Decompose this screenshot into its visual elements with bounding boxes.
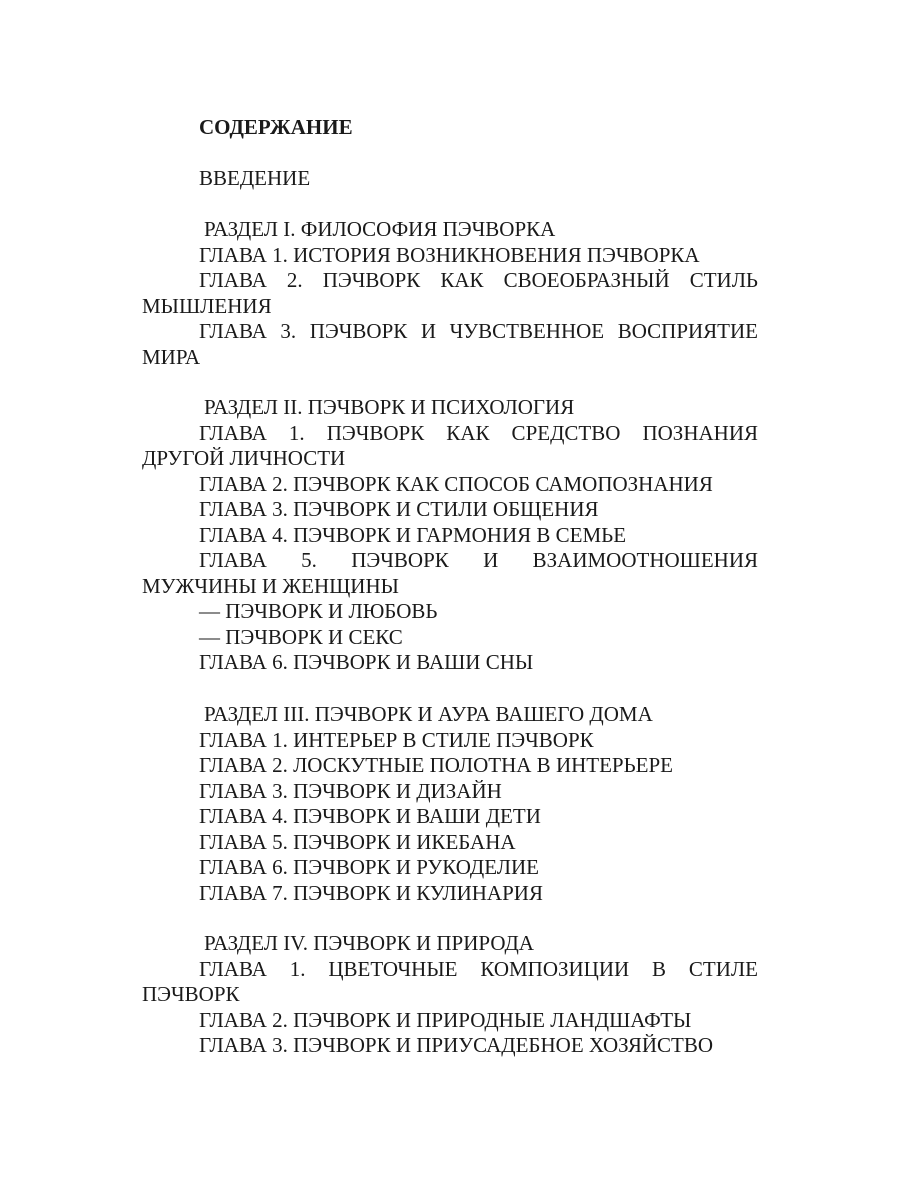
toc-subentry: — ПЭЧВОРК И ЛЮБОВЬ xyxy=(199,599,438,623)
toc-entry: ГЛАВА 3. ПЭЧВОРК И СТИЛИ ОБЩЕНИЯ xyxy=(199,497,599,521)
toc-entry: ГЛАВА 2. ПЭЧВОРК КАК СПОСОБ САМОПОЗНАНИЯ xyxy=(199,471,713,496)
page-title: СОДЕРЖАНИЕ xyxy=(199,115,353,139)
toc-entry: ГЛАВА 1. ИНТЕРЬЕР В СТИЛЕ ПЭЧВОРК xyxy=(199,727,594,752)
toc-entry: ГЛАВА 3. ПЭЧВОРК И ПРИУСАДЕБНОЕ ХОЗЯЙСТВО xyxy=(199,1033,714,1057)
toc-entry: ГЛАВА 6. ПЭЧВОРК И ВАШИ СНЫ xyxy=(199,650,534,674)
toc-entry: ГЛАВА 1. ЦВЕТОЧНЫЕ КОМПОЗИЦИИ В СТИЛЕ ПЭЧВОРК xyxy=(142,956,758,1006)
section-title: РАЗДЕЛ II. ПЭЧВОРК И ПСИХОЛОГИЯ xyxy=(204,395,575,419)
toc-section-3 xyxy=(142,702,758,906)
toc-entry: ГЛАВА 5. ПЭЧВОРК И ИКЕБАНА xyxy=(199,829,516,854)
toc-entry: ГЛАВА 5. ПЭЧВОРК И ВЗАИМООТНОШЕНИЯ МУЖЧИНЫ И ЖЕНЩИНЫ xyxy=(142,548,758,598)
toc-entry: ГЛАВА 4. ПЭЧВОРК И ВАШИ ДЕТИ xyxy=(199,804,541,828)
toc-entry: ГЛАВА 7. ПЭЧВОРК И КУЛИНАРИЯ xyxy=(199,880,543,905)
toc-entry: ГЛАВА 1. ИСТОРИЯ ВОЗНИКНОВЕНИЯ ПЭЧВОРКА xyxy=(199,242,700,267)
toc-subentry: — ПЭЧВОРК И СЕКС xyxy=(199,624,403,649)
toc-entry: ГЛАВА 6. ПЭЧВОРК И РУКОДЕЛИЕ xyxy=(199,855,540,879)
toc-entry: ГЛАВА 3. ПЭЧВОРК И ЧУВСТВЕННОЕ ВОСПРИЯТИЕ МИРА xyxy=(142,319,758,369)
section-title: РАЗДЕЛ IV. ПЭЧВОРК И ПРИРОДА xyxy=(204,931,534,955)
toc-entry: ГЛАВА 2. ПЭЧВОРК КАК СВОЕОБРАЗНЫЙ СТИЛЬ МЫШЛЕНИЯ xyxy=(142,268,758,318)
toc-entry: ГЛАВА 2. ЛОСКУТНЫЕ ПОЛОТНА В ИНТЕРЬЕРЕ xyxy=(199,753,673,777)
toc-entry: ГЛАВА 3. ПЭЧВОРК И ДИЗАЙН xyxy=(199,778,502,803)
toc-entry: ГЛАВА 4. ПЭЧВОРК И ГАРМОНИЯ В СЕМЬЕ xyxy=(199,522,627,547)
section-title: РАЗДЕЛ I. ФИЛОСОФИЯ ПЭЧВОРКА xyxy=(204,217,556,241)
toc-entry: ГЛАВА 2. ПЭЧВОРК И ПРИРОДНЫЕ ЛАНДШАФТЫ xyxy=(199,1007,692,1032)
toc-section-1 xyxy=(142,217,758,370)
toc-intro-entry: ВВЕДЕНИЕ xyxy=(199,166,311,190)
toc-section-4 xyxy=(142,931,758,1059)
section-title: РАЗДЕЛ III. ПЭЧВОРК И АУРА ВАШЕГО ДОМА xyxy=(204,702,653,726)
toc-section-2 xyxy=(142,395,758,676)
toc-entry: ГЛАВА 1. ПЭЧВОРК КАК СРЕДСТВО ПОЗНАНИЯ ДРУГОЙ ЛИЧНОСТИ xyxy=(142,420,758,470)
